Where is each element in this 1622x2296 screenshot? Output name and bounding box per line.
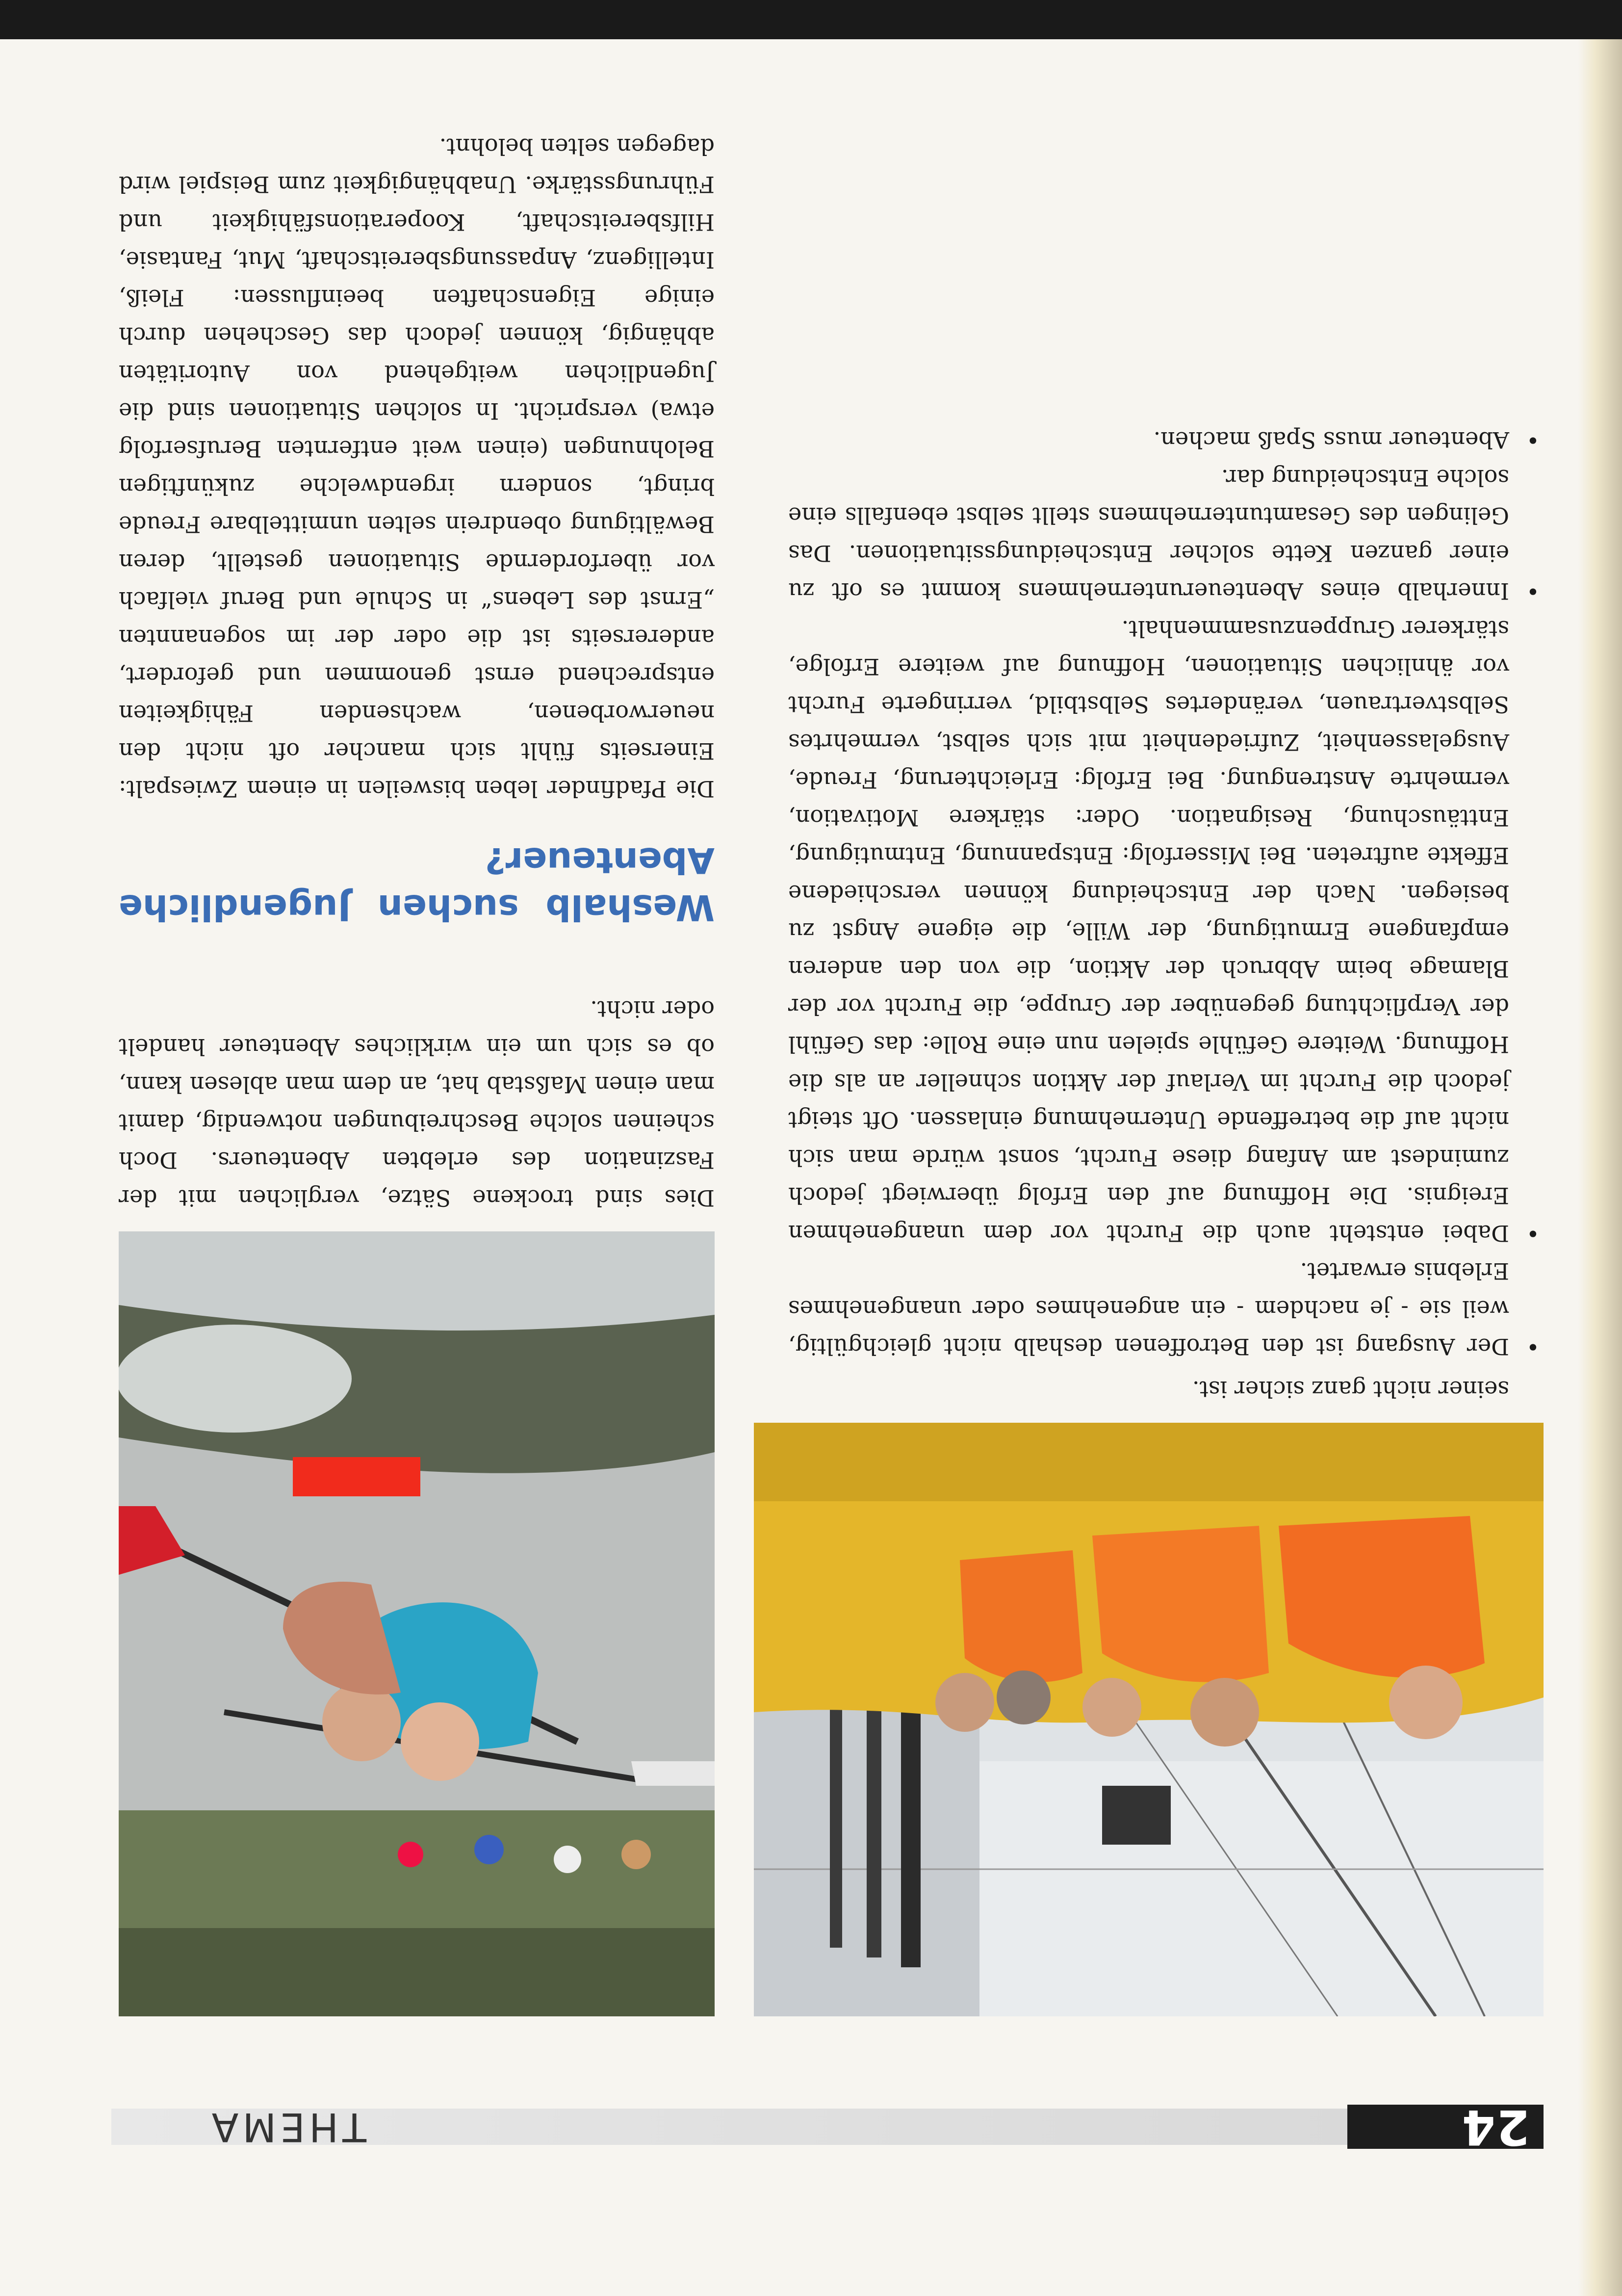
section-title: THEMA [207, 2104, 366, 2150]
bullet-item: • Abenteuer muss Spaß machen. [788, 421, 1544, 459]
right-text-column [119, 128, 715, 1217]
photo-rafting [119, 1231, 715, 2016]
article-headline: Weshalb suchen Jugendliche Abenteuer? [119, 840, 715, 928]
photo-sailing-crew [754, 1423, 1544, 2016]
continued-line: seiner nicht ganz sicher ist. [1192, 1376, 1509, 1403]
bullet-item: • Innerhalb eines Abenteuerunternehmens kommt es oft zu einer ganzen Kette solcher Entscheidungssituationen. Das Gelingen des Gesamtunternehmens stellt selbst ebenfalls eine solche Entscheidung dar. [788, 459, 1544, 610]
intro-paragraph: Dies sind trockene Sätze, verglichen mit der Faszination des erlebten Abenteuers. Doch scheinen solche Beschreibungen notwendig, damit man einen Maßstab hat, an dem man ablesen kann, ob es sich um ein wirkliches Abenteuer handelt oder nicht. [119, 996, 715, 1211]
body-paragraph: Die Pfadfinder leben bisweilen in einem Zwiespalt: Einerseits fühlt sich mancher oft nicht den neuerworbenen, wachsenden Fähigkeiten entsprechend ernst genommen und gefordert, andererseits ist die oder der im sogenannten „Ernst des Lebens“ in Schule und Beruf vielfach vor überfordernde Situationen gestellt, deren Bewältigung obendrein selten unmittelbare Freude bringt, sondern irgendwelche zukünftigen Belohnungen (einen weit entfernten Berufserfolg etwa) verspricht. In solchen Situationen sind die Jugendlichen weitgehend von Autoritäten abhängig, können jedoch das Geschehen durch einige Eigenschaften beeinflussen: Fleiß, Intelligenz, Anpassungsbereitschaft, Mut, Fantasie, Hilfsbereitschaft, Kooperationsfähigkeit und Führungsstärke. Unabhängigkeit zum Beispiel wird dagegen selten belohnt. [119, 133, 715, 802]
left-text-column [788, 421, 1544, 1408]
page-number: 24 [1461, 2099, 1530, 2155]
page-edge-binding [1578, 0, 1622, 2296]
bullet-list [788, 421, 1544, 1365]
scan-border [0, 0, 1622, 39]
bullet-item: • Dabei entsteht auch die Furcht vor dem unangenehmen Ereignis. Die Hoffnung auf den Erfolg überwiegt jedoch zumindest am Anfang diese Furcht, sonst würde man sich nicht auf die betreffende Unternehmung einlassen. Oft steigt jedoch die Furcht im Verlauf der Aktion schneller an als die Hoffnung. Weitere Gefühle spielen nun eine Rolle: das Gefühl der Verpflichtung gegenüber der Gruppe, die Furcht vor der Blamage beim Abbruch der Aktion, die von den anderen empfangene Ermutigung, der Wille, die eigene Angst zu besiegen. Nach der Entscheidung können verschiedene Effekte auftreten. Bei Misserfolg: Entspannung, Entmutigung, Enttäuschung, Resignation. Oder: stärkere Motivation, vermehrte Anstrengung. Bei Erfolg: Erleichterung, Freude, Ausgelassenheit, Zufriedenheit mit sich selbst, vermehrtes Selbstvertrauen, verändertes Selbstbild, verringerte Furcht vor ähnlichen Situationen, Hoffnung auf weitere Erfolge, stärkerer Gruppenzusammenhalt. [788, 610, 1544, 1252]
bullet-item: • Der Ausgang ist den Betroffenen deshalb nicht gleichgültig, weil sie - je nachdem - ein angenehmes oder unangenehmes Erlebnis erwartet. [788, 1252, 1544, 1365]
